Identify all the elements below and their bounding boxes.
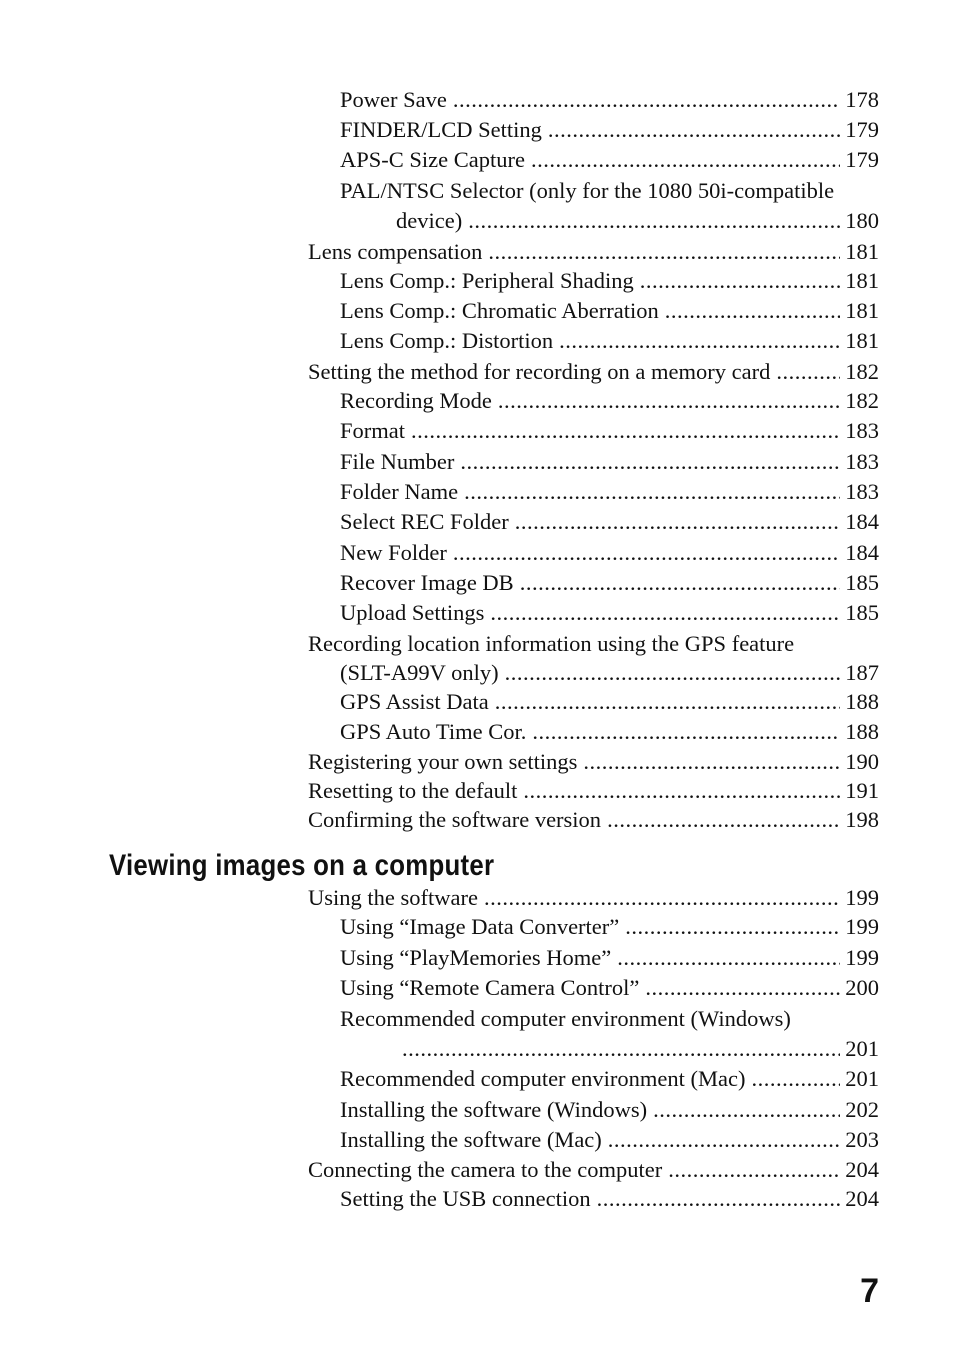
toc-leader-dots [597, 1186, 841, 1212]
toc-entry-gps-auto-time-cor[interactable] [340, 719, 879, 745]
toc-leader-dots [468, 208, 840, 234]
toc-leader-dots [653, 1097, 840, 1123]
toc-entry-recording-method[interactable] [308, 359, 879, 385]
toc-leader-dots [464, 479, 840, 505]
toc-leader-dots [411, 418, 840, 444]
toc-entry-title: FINDER/LCD Setting [340, 117, 542, 142]
toc-entry-title: Using “Image Data Converter” [340, 914, 620, 939]
toc-entry-install-mac[interactable] [340, 1127, 879, 1153]
toc-entry-gps-line1[interactable]: Recording location information using the GPS feature [308, 631, 795, 656]
toc-leader-dots [532, 719, 840, 745]
toc-entry-using-software[interactable] [308, 885, 879, 911]
toc-page-number: 200 [845, 975, 879, 1000]
toc-leader-dots [531, 147, 840, 173]
toc-entry-recording-mode[interactable] [340, 388, 879, 414]
toc-leader-dots [751, 1066, 840, 1092]
toc-page-number: 184 [845, 540, 879, 565]
toc-leader-dots [608, 1127, 840, 1153]
toc-entry-title: Select REC Folder [340, 509, 509, 534]
toc-page-number: 178 [845, 87, 879, 112]
toc-page-number: 183 [845, 418, 879, 443]
toc-page-number: 190 [845, 749, 879, 774]
toc-entry-new-folder[interactable] [340, 540, 879, 566]
toc-entry-title: Registering your own settings [308, 749, 578, 774]
toc-leader-dots [460, 449, 840, 475]
toc-entry-title: Confirming the software version [308, 807, 602, 832]
toc-entry-title: Using the software [308, 885, 478, 910]
toc-entry-gps-assist-data[interactable] [340, 689, 879, 715]
toc-entry-folder-name[interactable] [340, 479, 879, 505]
toc-entry-pal-ntsc-selector[interactable] [396, 208, 879, 234]
toc-leader-dots [640, 268, 841, 294]
toc-entry-title: Using “PlayMemories Home” [340, 945, 612, 970]
toc-page-number: 188 [845, 689, 879, 714]
toc-page-number: 179 [845, 147, 879, 172]
toc-page-number: 183 [845, 449, 879, 474]
toc-page-number: 185 [845, 570, 879, 595]
toc-entry-title: Power Save [340, 87, 447, 112]
toc-entry-usb-connection[interactable] [340, 1186, 879, 1212]
toc-entry-title: GPS Auto Time Cor. [340, 719, 527, 744]
toc-leader-dots [607, 807, 840, 833]
toc-entry-title: Setting the USB connection [340, 1186, 591, 1211]
toc-entry-playmemories-home[interactable] [340, 945, 879, 971]
toc-page-number: 199 [845, 914, 879, 939]
toc-entry-title: Lens Comp.: Distortion [340, 328, 554, 353]
toc-entry-title: Installing the software (Mac) [340, 1127, 602, 1152]
toc-page-number: 199 [845, 945, 879, 970]
toc-leader-dots [488, 239, 840, 265]
toc-entry-pal-ntsc-line1[interactable]: PAL/NTSC Selector (only for the 1080 50i-compatible [340, 178, 835, 203]
toc-leader-dots [645, 975, 840, 1001]
toc-entry-finder-lcd-setting[interactable] [340, 117, 879, 143]
toc-entry-recover-image-db[interactable] [340, 570, 879, 596]
toc-entry-remote-camera-control[interactable] [340, 975, 879, 1001]
toc-entry-title: Recover Image DB [340, 570, 514, 595]
toc-entry-title: Lens compensation [308, 239, 483, 264]
toc-entry-install-windows[interactable] [340, 1097, 879, 1123]
toc-entry-env-windows[interactable] [396, 1036, 879, 1062]
toc-page-number: 188 [845, 719, 879, 744]
toc-leader-dots [617, 945, 840, 971]
toc-entry-title: Lens Comp.: Peripheral Shading [340, 268, 634, 293]
toc-page-number: 201 [845, 1066, 879, 1091]
toc-entry-title: Recording Mode [340, 388, 492, 413]
toc-leader-dots [523, 778, 840, 804]
toc-leader-dots [515, 509, 841, 535]
toc-page-number: 185 [845, 600, 879, 625]
toc-page-number: 202 [845, 1097, 879, 1122]
toc-entry-title: Format [340, 418, 405, 443]
toc-leader-dots [665, 298, 841, 324]
toc-page-number: 181 [845, 328, 879, 353]
toc-page-number: 182 [845, 388, 879, 413]
toc-entry-aps-c-size-capture[interactable] [340, 147, 879, 173]
toc-entry-power-save[interactable] [340, 87, 879, 113]
toc-leader-dots [625, 914, 840, 940]
toc-leader-dots [548, 117, 840, 143]
toc-page-number: 191 [845, 778, 879, 803]
toc-page-number: 184 [845, 509, 879, 534]
toc-page-number: 181 [845, 268, 879, 293]
toc-leader-dots [402, 1036, 840, 1062]
toc-page-number: 183 [845, 479, 879, 504]
page-number: 7 [860, 1272, 879, 1310]
toc-entry-title: Recommended computer environment (Mac) [340, 1066, 746, 1091]
toc-entry-title: APS-C Size Capture [340, 147, 525, 172]
toc-leader-dots [776, 359, 840, 385]
toc-leader-dots [559, 328, 840, 354]
toc-page-number: 182 [845, 359, 879, 384]
toc-entry-confirming-software-version[interactable] [308, 807, 879, 833]
toc-entry-title: Setting the method for recording on a memory card [308, 359, 771, 384]
toc-page-number: 181 [845, 298, 879, 323]
toc-entry-registering-settings[interactable] [308, 749, 879, 775]
toc-leader-dots [668, 1157, 840, 1183]
toc-page-number: 179 [845, 117, 879, 142]
toc-entry-title: Upload Settings [340, 600, 485, 625]
toc-leader-dots [498, 388, 840, 414]
toc-entry-title: File Number [340, 449, 455, 474]
toc-page-number: 198 [845, 807, 879, 832]
toc-page-number: 181 [845, 239, 879, 264]
toc-entry-title: device) [396, 208, 463, 233]
toc-page-number: 203 [845, 1127, 879, 1152]
toc-entry-lens-compensation[interactable] [308, 239, 879, 265]
toc-page-number: 201 [845, 1036, 879, 1061]
toc-page-number: 187 [845, 660, 879, 685]
toc-page-number: 199 [845, 885, 879, 910]
toc-entry-image-data-converter[interactable] [340, 914, 879, 940]
toc-entry-lens-comp-peripheral-shading[interactable] [340, 268, 879, 294]
toc-page-number: 204 [845, 1186, 879, 1211]
toc-entry-select-rec-folder[interactable] [340, 509, 879, 535]
toc-entry-upload-settings[interactable] [340, 600, 879, 626]
toc-leader-dots [484, 885, 840, 911]
toc-entry-env-windows-line1[interactable]: Recommended computer environment (Windows) [340, 1006, 791, 1031]
toc-leader-dots [453, 540, 840, 566]
section-heading: Viewing images on a computer [109, 849, 495, 882]
toc-entry-gps-location-information[interactable] [340, 660, 879, 686]
toc-entry-title: Connecting the camera to the computer [308, 1157, 663, 1182]
toc-entry-lens-comp-distortion[interactable] [340, 328, 879, 354]
toc-entry-title: Using “Remote Camera Control” [340, 975, 640, 1000]
toc-leader-dots [520, 570, 841, 596]
toc-entry-title: Lens Comp.: Chromatic Aberration [340, 298, 659, 323]
toc-entry-title: (SLT-A99V only) [340, 660, 499, 685]
toc-entry-env-mac[interactable] [340, 1066, 879, 1092]
toc-leader-dots [583, 749, 840, 775]
toc-entry-title: Resetting to the default [308, 778, 518, 803]
toc-leader-dots [495, 689, 840, 715]
toc-entry-resetting-default[interactable] [308, 778, 879, 804]
toc-entry-file-number[interactable] [340, 449, 879, 475]
toc-entry-title: New Folder [340, 540, 447, 565]
toc-entry-format[interactable] [340, 418, 879, 444]
toc-entry-connecting-camera[interactable] [308, 1157, 879, 1183]
toc-entry-title: Installing the software (Windows) [340, 1097, 648, 1122]
toc-leader-dots [490, 600, 840, 626]
toc-entry-title: GPS Assist Data [340, 689, 489, 714]
toc-page-number: 180 [845, 208, 879, 233]
toc-page-number: 204 [845, 1157, 879, 1182]
toc-entry-lens-comp-chromatic-aberration[interactable] [340, 298, 879, 324]
toc-leader-dots [505, 660, 841, 686]
toc-leader-dots [453, 87, 840, 113]
toc-entry-title: Folder Name [340, 479, 459, 504]
